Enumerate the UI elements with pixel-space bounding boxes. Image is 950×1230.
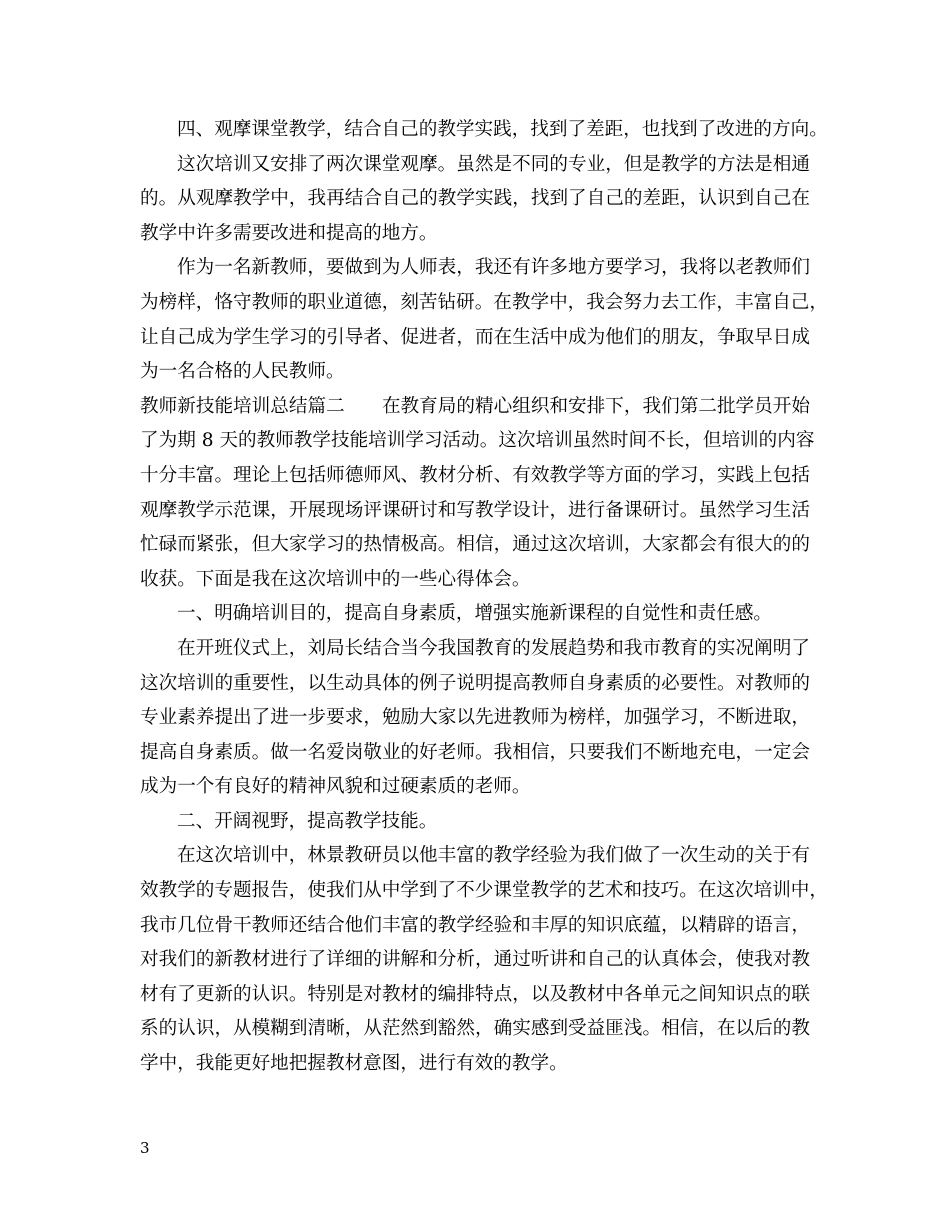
text-line: 为一名合格的人民教师。 bbox=[140, 361, 345, 383]
text-line: 系的认识，从模糊到清晰，从茫然到豁然，确实感到受益匪浅。相信，在以后的教 bbox=[140, 1018, 810, 1040]
text-line: 这次培训的重要性，以生动具体的例子说明提高教师自身素质的必要性。对教师的 bbox=[140, 672, 810, 694]
text-line: 成为一个有良好的精神风貌和过硬素质的老师。 bbox=[140, 776, 531, 798]
text-line: 四、观摩课堂教学，结合自己的教学实践，找到了差距，也找到了改进的方向。 bbox=[177, 119, 828, 140]
text-line: 收获。下面是我在这次培训中的一些心得体会。 bbox=[140, 568, 531, 590]
text-line: 二、开阔视野，提高教学技能。 bbox=[177, 810, 438, 832]
text-line: 作为一名新教师，要做到为人师表，我还有许多地方要学习，我将以老教师们 bbox=[177, 257, 810, 279]
text-line: 学中，我能更好地把握教材意图，进行有效的教学。 bbox=[140, 1053, 568, 1075]
text-line: 专业素养提出了进一步要求，勉励大家以先进教师为榜样，加强学习，不断进取， bbox=[140, 707, 810, 729]
text-line: 为榜样，恪守教师的职业道德，刻苦钻研。在教学中，我会努力去工作，丰富自己， bbox=[140, 291, 828, 313]
text-line: 观摩教学示范课，开展现场评课研讨和写教学设计，进行备课研讨。虽然学习生活 bbox=[140, 499, 810, 521]
page-number: 3 bbox=[140, 1139, 150, 1157]
body-text bbox=[140, 113, 828, 1082]
text-line: 这次培训又安排了两次课堂观摩。虽然是不同的专业，但是教学的方法是相通 bbox=[177, 153, 810, 175]
text-line: 一、明确培训目的，提高自身素质，增强实施新课程的自觉性和责任感。 bbox=[177, 603, 773, 625]
text-line: 效教学的专题报告，使我们从中学到了不少课堂教学的艺术和技巧。在这次培训中， bbox=[140, 880, 828, 902]
text-line: 在开班仪式上，刘局长结合当今我国教育的发展趋势和我市教育的实况阐明了 bbox=[177, 637, 810, 659]
text-line: 的。从观摩教学中，我再结合自己的教学实践，找到了自己的差距，认识到自己在 bbox=[140, 188, 810, 210]
text-line: 材有了更新的认识。特别是对教材的编排特点，以及教材中各单元之间知识点的联 bbox=[140, 983, 810, 1005]
text-line: 我市几位骨干教师还结合他们丰富的教学经验和丰厚的知识底蕴，以精辟的语言， bbox=[140, 914, 810, 936]
text-line: 让自己成为学生学习的引导者、促进者，而在生活中成为他们的朋友，争取早日成 bbox=[140, 326, 810, 348]
text-line: 十分丰富。理论上包括师德师风、教材分析、有效教学等方面的学习，实践上包括 bbox=[140, 464, 810, 486]
text-line: 了为期 8 天的教师教学技能培训学习活动。这次培训虽然时间不长，但培训的内容 bbox=[140, 430, 815, 452]
text-line: 提高自身素质。做一名爱岗敬业的好老师。我相信，只要我们不断地充电，一定会 bbox=[140, 741, 810, 763]
section-heading-line: 教师新技能培训总结篇二 在教育局的精心组织和安排下，我们第二批学员开始 bbox=[140, 395, 810, 417]
text-line: 对我们的新教材进行了详细的讲解和分析，通过听讲和自己的认真体会，使我对教 bbox=[140, 949, 810, 971]
text-line: 在这次培训中，林景教研员以他丰富的教学经验为我们做了一次生动的关于有 bbox=[177, 845, 810, 867]
text-line: 忙碌而紧张，但大家学习的热情极高。相信，通过这次培训，大家都会有很大的的 bbox=[140, 534, 810, 556]
text-line: 教学中许多需要改进和提高的地方。 bbox=[140, 222, 438, 244]
